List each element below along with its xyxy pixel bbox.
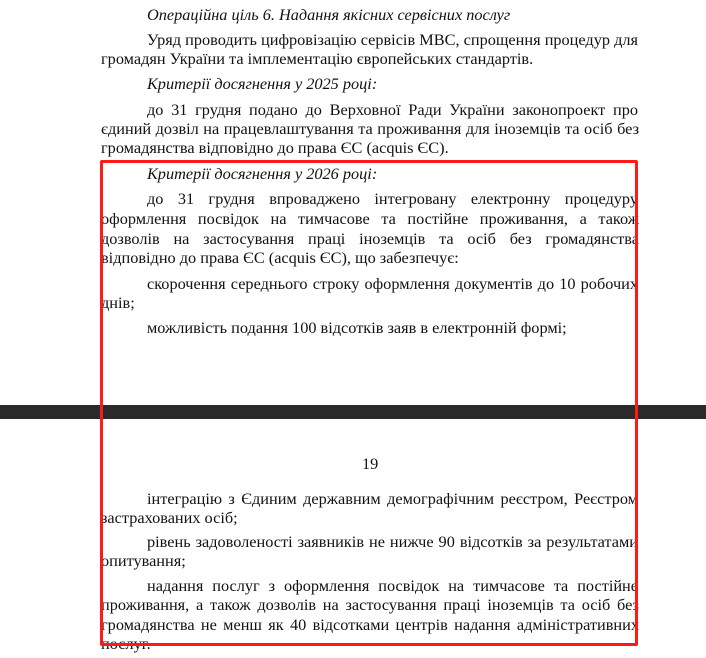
criteria-2025-line-2: єдиний дозвіл на працевлаштування та проживання для іноземців та осіб без [101,119,639,138]
criteria-2026-line-2: оформлення посвідок на тимчасове та постійне проживання, а також [101,209,639,228]
criteria-2026-line-1: до 31 грудня впроваджено інтегровану електронну процедуру [147,189,638,208]
criteria-2025-heading: Критерії досягнення у 2025 році: [147,74,378,93]
criteria-2025-line-3: громадянства відповідно до права ЄС (acquis ЄС). [101,138,449,157]
intro-line-2: громадян України та імплементацію європейських стандартів. [101,49,534,68]
item-integration-line-2: застрахованих осіб; [101,508,238,527]
item-services-line-4: послуг. [101,634,151,653]
item-services-line-1: надання послуг з оформлення посвідок на тимчасове та постійне [147,576,638,595]
intro-line-1: Уряд проводить цифровізацію сервісів МВС, спрощення процедур для [147,30,638,49]
item-shorten-line-2: днів; [101,293,135,312]
criteria-2026-line-3: дозволів на застосування праці іноземців та осіб без громадянства [101,229,639,248]
item-satisfaction-line-1: рівень задоволеності заявників не нижче 90 відсотків за результатами [147,532,638,551]
highlight-box [100,160,638,646]
item-integration-line-1: інтеграцію з Єдиним державним демографічним реєстром, Реєстром [147,489,638,508]
item-online-line: можливість подання 100 відсотків заяв в електронній формі; [147,318,567,337]
criteria-2025-line-1: до 31 грудня подано до Верховної Ради України законопроект про [147,100,638,119]
criteria-2026-line-4: відповідно до права ЄС (acquis ЄС), що забезпечує: [101,248,459,267]
operational-goal-heading: Операційна ціль 6. Надання якісних сервісних послуг [147,5,511,24]
item-services-line-2: проживання, а також дозволів на застосування праці іноземців та осіб без [101,595,639,614]
item-shorten-line-1: скорочення середнього строку оформлення документів до 10 робочих [147,274,638,293]
item-services-line-3: громадянства не менш як 40 відсотками центрів надання адміністративних [101,615,639,634]
page-number: 19 [362,454,379,473]
criteria-2026-heading: Критерії досягнення у 2026 році: [147,164,378,183]
item-satisfaction-line-2: опитування; [101,551,186,570]
